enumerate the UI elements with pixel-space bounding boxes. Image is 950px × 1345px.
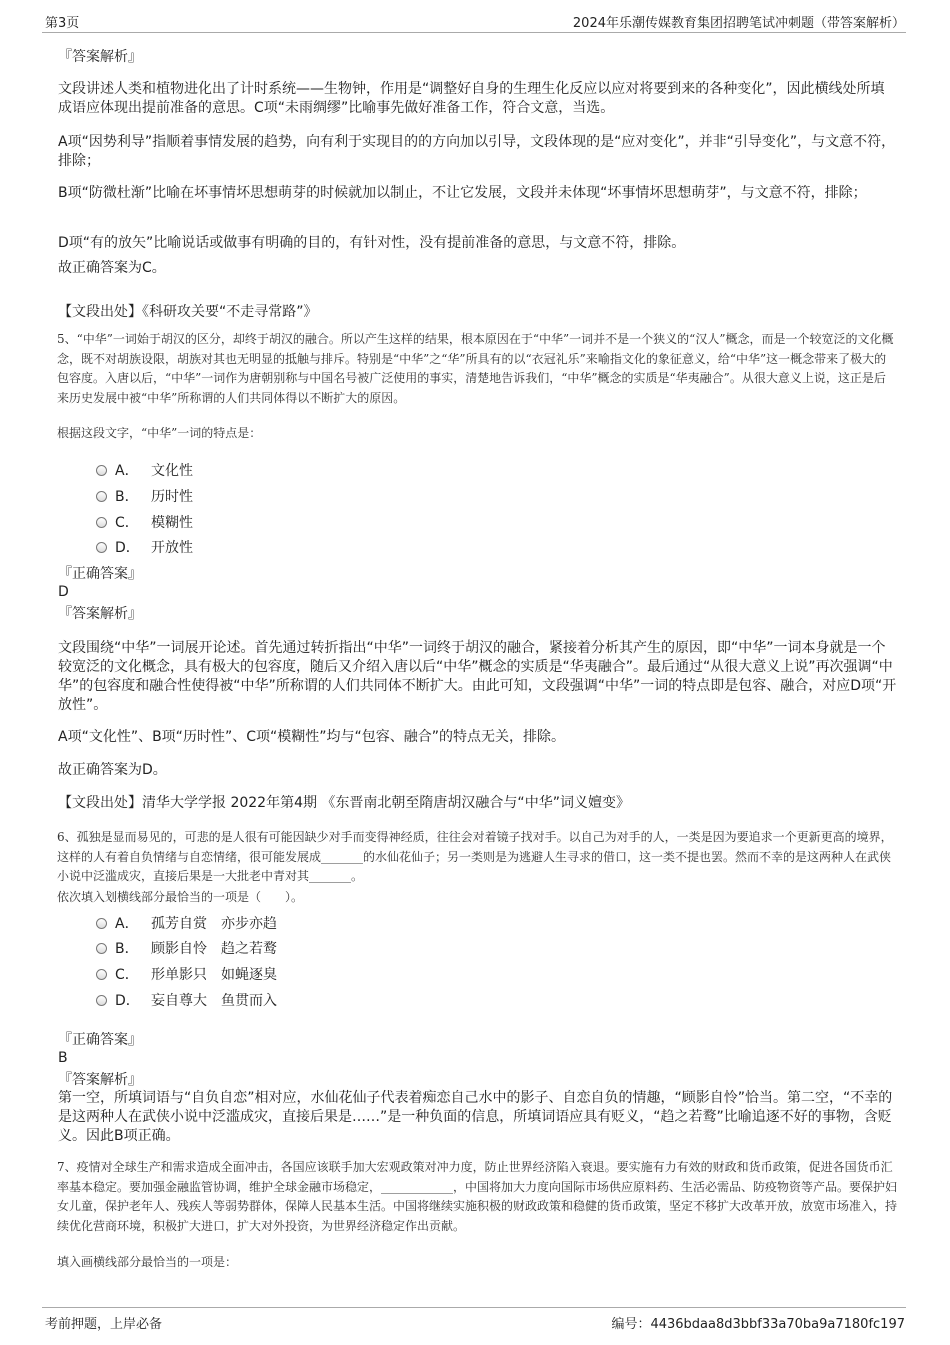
q4-analysis-para: A项“因势利导”指顺着事情发展的趋势，向有利于实现目的的方向加以引导，文段体现的是“应对变化”，并非“引导变化”，与文意不符，排除； bbox=[58, 134, 896, 169]
q5-answer: D bbox=[58, 584, 69, 600]
q5-conclusion: 故正确答案为D。 bbox=[58, 762, 167, 778]
footer-slogan: 考前押题，上岸必备 bbox=[45, 1317, 163, 1332]
q4-conclusion: 故正确答案为C。 bbox=[58, 260, 166, 276]
q6-analysis-label: 『答案解析』 bbox=[58, 1072, 142, 1088]
q5-text: 5、“中华”一词始于胡汉的区分，却终于胡汉的融合。所以产生这样的结果，根本原因在于“中华”一词并不是一个狭义的“汉人”概念，而是一个较宽泛的文化概念，既不对胡族设限，胡族对其也无明显的抵触与排斥。特别是“中华”之“华”所具有的以“衣冠礼乐”来喻指文化的象征意义，给“中华”这一概念带来了极大的包容度。入唐以后，“中华”一词作为唐朝别称与中国名号被广泛使用的事实，清楚地告诉我们，“中华”概念的实质是“华夷融合”。从很大意义上说，这正是后来历史发展中被“中华”所称谓的人们共同体得以不断扩大的原因。 bbox=[57, 332, 894, 405]
document-title: 2024年乐潮传媒教育集团招聘笔试冲刺题（带答案解析） bbox=[572, 16, 905, 31]
q6-answer-label: 『正确答案』 bbox=[58, 1032, 142, 1048]
q5-source: 【文段出处】清华大学学报 2022年第4期 《东晋南北朝至隋唐胡汉融合与“中华”词义嬗变》 bbox=[58, 795, 630, 811]
q5-answer-label: 『正确答案』 bbox=[58, 566, 142, 582]
radio-icon[interactable] bbox=[96, 491, 107, 502]
radio-icon[interactable] bbox=[96, 995, 107, 1006]
radio-icon[interactable] bbox=[96, 943, 107, 954]
radio-icon[interactable] bbox=[96, 918, 107, 929]
q5-prompt: 根据这段文字，“中华”一词的特点是： bbox=[57, 426, 262, 440]
q4-analysis-label: 『答案解析』 bbox=[58, 49, 142, 65]
q6-analysis-para: 第一空，所填词语与“自负自恋”相对应，水仙花仙子代表着痴恋自己水中的影子、自恋自负的情趣，“顾影自怜”恰当。第二空，“不幸的是这两种人在武侠小说中泛滥成灾，直接后果是……”是一种负面的信息，所填词语应具有贬义，“趋之若鹜”比喻追逐不好的事物，含贬义。因此B项正确。 bbox=[58, 1090, 893, 1144]
q6-prompt: 依次填入划横线部分最恰当的一项是（ ）。 bbox=[57, 890, 304, 904]
q6-answer: B bbox=[58, 1050, 68, 1066]
q5-analysis-label: 『答案解析』 bbox=[58, 606, 142, 622]
radio-icon[interactable] bbox=[96, 969, 107, 980]
q6-option-d[interactable]: D． 妄自尊大 鱼贯而入 bbox=[96, 990, 277, 1010]
header-divider bbox=[42, 32, 906, 33]
q5-option-a[interactable]: A． 文化性 bbox=[96, 460, 193, 480]
q6-option-a[interactable]: A． 孤芳自赏 亦步亦趋 bbox=[96, 913, 277, 933]
q4-source: 【文段出处】《科研攻关要“不走寻常路”》 bbox=[58, 304, 318, 320]
radio-icon[interactable] bbox=[96, 465, 107, 476]
q5-option-c[interactable]: C． 模糊性 bbox=[96, 512, 193, 532]
q4-analysis-para: D项“有的放矢”比喻说话或做事有明确的目的，有针对性，没有提前准备的意思，与文意不符，排除。 bbox=[58, 235, 686, 251]
q4-analysis-para: 文段讲述人类和植物进化出了计时系统——生物钟，作用是“调整好自身的生理生化反应以应对将要到来的各种变化”，因此横线处所填成语应体现出提前准备的意思。C项“未雨绸缪”比喻事先做好准备工作，符合文意，当选。 bbox=[58, 81, 885, 116]
q6-option-c[interactable]: C． 形单影只 如蝇逐臭 bbox=[96, 964, 277, 984]
q5-analysis-para: A项“文化性”、B项“历时性”、C项“模糊性”均与“包容、融合”的特点无关，排除。 bbox=[58, 729, 565, 745]
radio-icon[interactable] bbox=[96, 542, 107, 553]
q4-analysis-para: B项“防微杜渐”比喻在坏事情坏思想萌芽的时候就加以制止，不让它发展，文段并未体现“坏事情坏思想萌芽”，与文意不符，排除； bbox=[58, 185, 867, 201]
q7-prompt: 填入画横线部分最恰当的一项是： bbox=[57, 1255, 238, 1269]
q5-option-d[interactable]: D． 开放性 bbox=[96, 537, 193, 557]
q6-text: 6、孤独是显而易见的，可悲的是人很有可能因缺少对手而变得神经质，往往会对着镜子找对手。以自己为对手的人，一类是因为要追求一个更新更高的境界，这样的人有着自负情绪与自恋情绪，很可能发展成_______的水仙花仙子；另一类则是为逃避人生寻求的借口，这一类不提也罢。然而不幸的是这两种人在武侠小说中泛滥成灾，直接后果是一大批老中青对其_______。 bbox=[57, 830, 893, 883]
q7-text: 7、疫情对全球生产和需求造成全面冲击，各国应该联手加大宏观政策对冲力度，防止世界经济陷入衰退。要实施有力有效的财政和货币政策，促进各国货币汇率基本稳定。要加强金融监管协调，维护全球金融市场稳定，____________，中国将加大力度向国际市场供应原料药、生活必需品、防疫物资等产品。要保护妇女儿童，保护老年人、残疾人等弱势群体，保障人民基本生活。中国将继续实施积极的财政政策和稳健的货币政策，坚定不移扩大改革开放，放宽市场准入，持续优化营商环境，积极扩大进口，扩大对外投资，为世界经济稳定作出贡献。 bbox=[57, 1160, 898, 1233]
q5-option-b[interactable]: B． 历时性 bbox=[96, 486, 193, 506]
page-number: 第3页 bbox=[45, 16, 80, 31]
document-id: 编号：4436bdaa8d3bbf33a70ba9a7180fc197 bbox=[611, 1317, 905, 1332]
radio-icon[interactable] bbox=[96, 517, 107, 528]
q5-analysis-para: 文段围绕“中华”一词展开论述。首先通过转折指出“中华”一词终于胡汉的融合，紧接着分析其产生的原因，即“中华”一词本身就是一个较宽泛的文化概念，具有极大的包容度，随后又介绍入唐以后“中华”概念的实质是“华夷融合”。最后通过“从很大意义上说”再次强调“中华”的包容度和融合性使得被“中华”所称谓的人们共同体不断扩大。由此可知，文段强调“中华”一词的特点即是包容、融合，对应D项“开放性”。 bbox=[58, 640, 897, 713]
footer-divider bbox=[42, 1307, 906, 1308]
q6-option-b[interactable]: B． 顾影自怜 趋之若鹜 bbox=[96, 938, 277, 958]
